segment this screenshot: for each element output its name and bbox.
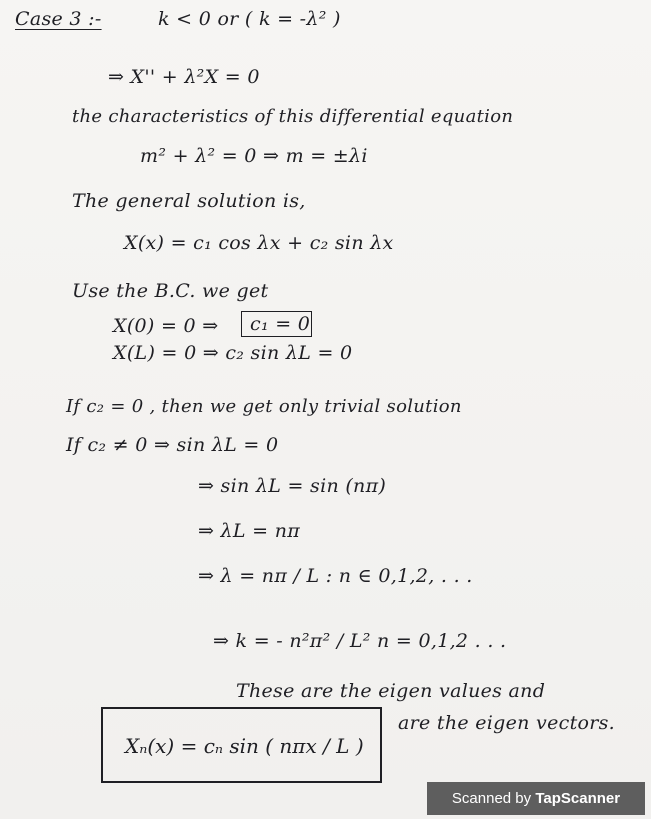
ode-line: ⇒ X'' + λ²X = 0: [108, 66, 260, 88]
case-condition: k < 0 or ( k = -λ² ): [158, 8, 341, 30]
eigenfunction-formula: Xₙ(x) = cₙ sin ( nπx / L ): [125, 734, 364, 758]
general-solution: X(x) = c₁ cos λx + c₂ sin λx: [124, 232, 394, 254]
watermark-prefix: Scanned by: [451, 790, 536, 807]
general-solution-intro: The general solution is,: [72, 190, 306, 212]
eigenvalues-note: These are the eigen values and: [236, 680, 546, 702]
step-sin: ⇒ sin λL = sin (nπ): [198, 475, 387, 497]
eigenfunction-box: [101, 707, 382, 783]
bc-x0: X(0) = 0 ⇒: [113, 315, 219, 337]
eigenvectors-note: are the eigen vectors.: [398, 712, 616, 734]
bc-xl: X(L) = 0 ⇒ c₂ sin λL = 0: [113, 342, 353, 364]
if-c2-zero: If c₂ = 0 , then we get only trivial solution: [66, 396, 462, 417]
bc-x0-result: c₁ = 0: [250, 313, 311, 335]
characteristic-intro: the characteristics of this differential equation: [72, 106, 514, 127]
scanner-watermark: [427, 782, 645, 815]
case-heading: Case 3 :-: [15, 8, 102, 30]
step-lambda-l: ⇒ λL = nπ: [198, 520, 301, 542]
step-lambda: ⇒ λ = nπ / L : n ∈ 0,1,2, . . .: [198, 565, 473, 587]
watermark-brand: TapScanner: [535, 790, 621, 807]
step-k: ⇒ k = - n²π² / L² n = 0,1,2 . . .: [213, 630, 507, 652]
if-c2-nonzero: If c₂ ≠ 0 ⇒ sin λL = 0: [66, 434, 279, 456]
characteristic-equation: m² + λ² = 0 ⇒ m = ±λi: [140, 145, 368, 167]
bc-intro: Use the B.C. we get: [72, 280, 269, 302]
